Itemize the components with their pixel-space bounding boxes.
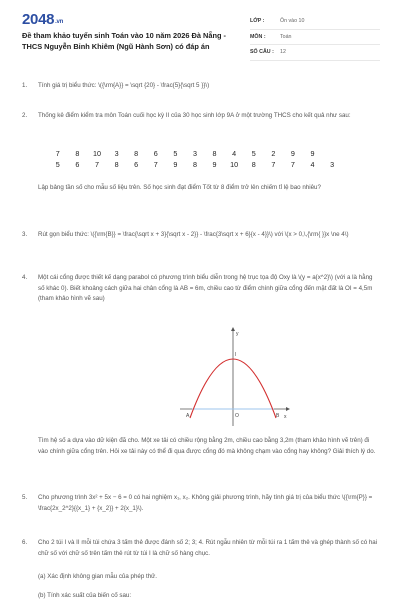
meta-info (250, 14, 380, 61)
header (0, 0, 400, 64)
page-title: Đề tham khảo tuyển sinh Toán vào 10 năm 2026 Đà Nẵng - THCS Nguyễn Bỉnh Khiêm (Ngũ Hành Sơn) có đáp án (22, 31, 226, 51)
score-row-1: 7 8 10 3 8 6 5 3 8 4 5 2 9 9 (55, 149, 315, 158)
y-axis-arrow-icon (231, 327, 235, 331)
label-o: O (235, 413, 239, 419)
label-x: x (284, 414, 287, 420)
question-6-sub-b: (b) Tính xác suất của biến cố sau: (38, 592, 132, 599)
parabola-figure (176, 326, 291, 431)
meta-row-class: LỚP : Ôn vào 10 (250, 14, 380, 30)
score-row-2: 5 6 7 8 6 7 9 8 9 10 8 7 7 4 3 (55, 160, 335, 169)
label-b: B (276, 413, 280, 419)
score-table (48, 149, 342, 171)
logo[interactable]: 2048.vn (22, 11, 63, 28)
label-i: I (235, 352, 237, 358)
question-6-sub-a: (a) Xác định không gian mẫu của phép thử. (38, 573, 158, 580)
label-y: y (236, 331, 239, 337)
document-page: 2048.vn Đề tham khảo tuyển sinh Toán vào 10 năm 2026 Đà Nẵng - THCS Nguyễn Bỉnh Khiêm (Ngũ Hành Sơn) có đáp án LỚP : Ôn vào 10 MÔN : Toán SỐ CÂU : 12 1. Tính giá trị biểu thức: \({\rm{A}} = \sqrt {20} - \frac{5}{\sqrt 5 }}\) 2. Thống kê điểm kiểm tra môn Toán cuối học kỳ II của 30 học sinh lớp 9A ở một trường THCS cho kết quả như sau: 7 8 10 3 8 6 5 3 8 4 5 2 9 9 5 6 7 8 6 7 9 8 9 10 8 7 7 4 3 Lập bảng tần số cho mẫu số liệu trên. Số học sinh đạt điểm Tốt từ 8 điểm trở lên chiếm tỉ lệ bao nhiêu? 3. Rút gọn biểu thức: \({\rm{B}} = \frac{\sqrt x + 3}{\sqrt x - 2}} - \frac{3\sqrt x + 6}{x - 4}}\) với \(x > 0,\,{\rm{ }}x \ne 4\) 4. Một cái cổng được thiết kế dạng parabol có phương trình biểu diễn trong hệ trục tọa độ Oxy là \(y = a{x^2}\) (với a là hằng số khác 0). Biết khoảng cách giữa hai chân cổng là AB = 6m, chiều cao từ điểm chính giữa cổng đến mặt đất là OI = 4,5m (tham khảo hình vẽ sau) Tìm hệ số a dựa vào dữ kiện đã cho. Một xe tải có chiều rộng bằng 2m, chiều cao bằng 3,2m (tham khảo hình vẽ trên) đi vào chính giữa cổng trên. Hỏi xe tải này có thể đi qua được cổng đó mà không chạm vào cổng hay không? Giải thích lý do. 5. Cho phương trình 3x² + 5x − 6 = 0 có hai nghiệm x₁, x₂. Không giải phương trình, hãy tính giá trị của biểu thức \({\rm{P}} = \frac{2x_2^2}{{x_1} + {x_2}} + 2{x_1}\). 6. Cho 2 túi I và II mỗi túi chứa 3 tấm thẻ được đánh số 2; 3; 4. Rút ngẫu nhiên từ mỗi túi ra 1 tấm thẻ và ghép thành số có hai chữ số với chữ số trên tấm thẻ rút từ túi I là chữ số hàng chục. (a) Xác định không gian mẫu của phép thử. (b) Tính xác suất của biến cố sau: y x O A B I (0, 0, 400, 600)
question-4-after: Tìm hệ số a dựa vào dữ kiện đã cho. Một xe tải có chiều rộng bằng 2m, chiều cao bằng 3,2m (tham khảo hình vẽ trên) đi vào chính giữa cổng trên. Hỏi xe tải này có thể đi qua được cổng đó mà không chạm vào cổng hay không? Giải thích lý do. (38, 437, 376, 455)
label-a: A (186, 413, 190, 419)
question-2-after: Lập bảng tần số cho mẫu số liệu trên. Số học sinh đạt điểm Tốt từ 8 điểm trở lên chiếm tỉ lệ bao nhiêu? (38, 184, 321, 191)
meta-row-subject: MÔN : Toán (250, 30, 380, 46)
meta-row-count: SỐ CÂU : 12 (250, 45, 380, 61)
x-axis-arrow-icon (286, 407, 290, 411)
